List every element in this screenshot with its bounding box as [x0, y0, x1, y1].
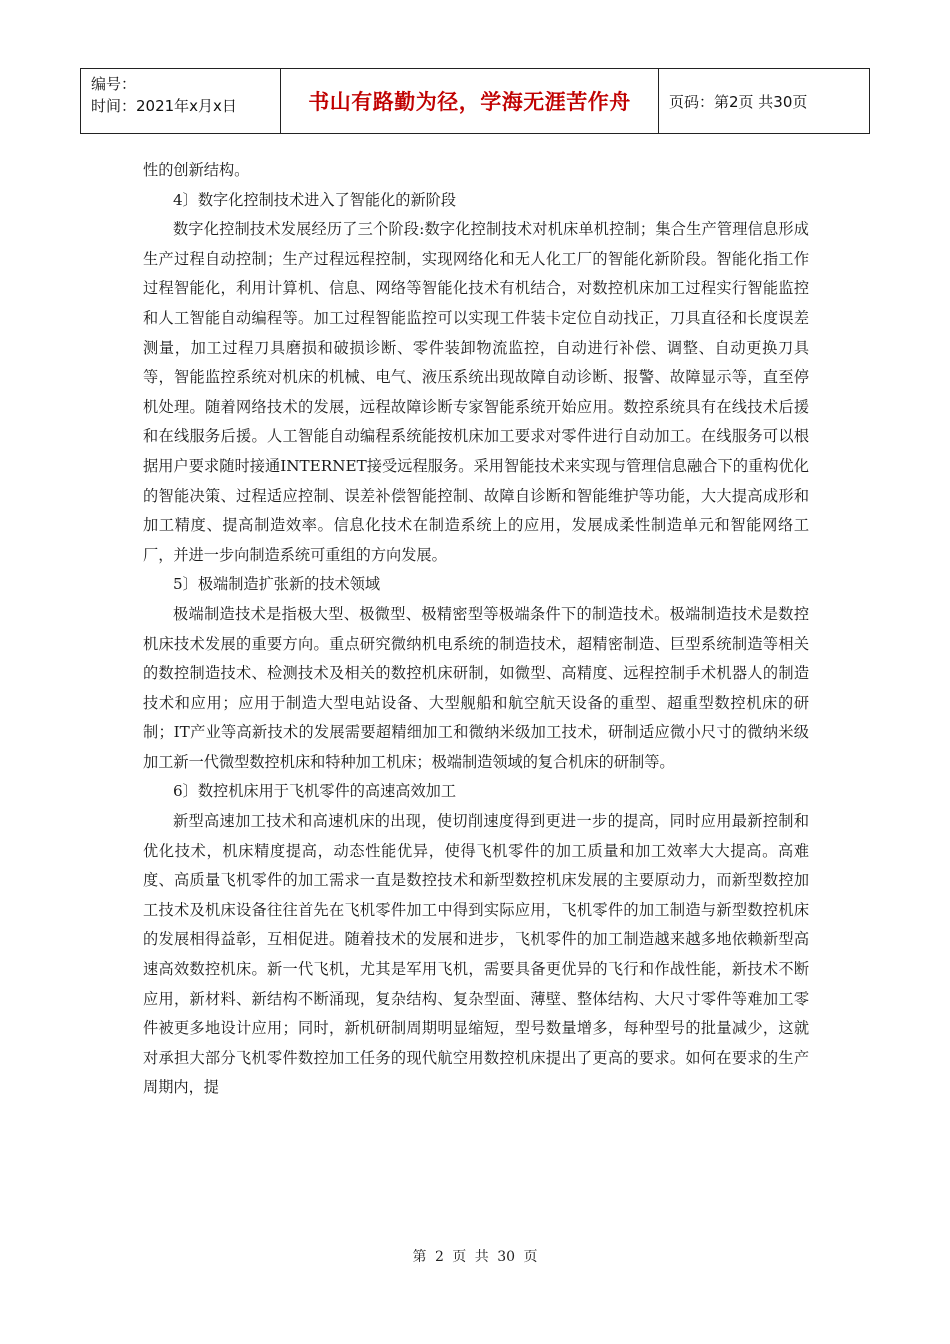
document-date: 时间：2021年x月x日: [91, 97, 237, 115]
section-heading-4: 4〕数字化控制技术进入了智能化的新阶段: [173, 190, 457, 209]
section-heading-5: 5〕极端制造扩张新的技术领域: [173, 575, 381, 594]
paragraph-digital-control: 数字化控制技术发展经历了三个阶段:数字化控制技术对机床单机控制；集合生产管理信息形成生产过程自动控制；生产过程远程控制，实现网络化和无人化工厂的智能化新阶段。智能化指工作过程智能化，利用计算机、信息、网络等智能化技术有机结合，对数控机床加工过程实行智能监控和人工智能自动编程等。加工过程智能监控可以实现工件装卡定位自动找正，刀具直径和长度误差测量，加工过程刀具磨损和破损诊断、零件装卸物流监控，自动进行补偿、调整、自动更换刀具等，智能监控系统对机床的机械、电气、液压系统出现故障自动诊断、报警、故障显示等，直至停机处理。随着网络技术的发展，远程故障诊断专家智能系统开始应用。数控系统具有在线技术后援和在线服务后援。人工智能自动编程系统能按机床加工要求对零件进行自动加工。在线服务可以根据用户要求随时接通INTERNET接受远程服务。采用智能技术来实现与管理信息融合下的重构优化的智能决策、过程适应控制、误差补偿智能控制、故障自诊断和智能维护等功能，大大提高成形和加工精度、提高制造效率。信息化技术在制造系统上的应用，发展成柔性制造单元和智能网络工厂，并进一步向制造系统可重组的方向发展。: [143, 220, 809, 564]
header-page-info: 页码：第2页 共30页: [669, 92, 808, 111]
header-meta-cell: [81, 69, 281, 133]
document-body: [143, 156, 809, 1103]
paragraph-extreme-manufacturing: 极端制造技术是指极大型、极微型、极精密型等极端条件下的制造技术。极端制造技术是数控机床技术发展的重要方向。重点研究微纳机电系统的制造技术，超精密制造、巨型系统制造等相关的数控制造技术、检测技术及相关的数控机床研制，如微型、高精度、远程控制手术机器人的制造技术和应用；应用于制造大型电站设备、大型舰船和航空航天设备的重型、超重型数控机床的研制；IT产业等高新技术的发展需要超精细加工和微纳米级加工技术，研制适应微小尺寸的微纳米级加工新一代微型数控机床和特种加工机床；极端制造领域的复合机床的研制等。: [143, 604, 809, 771]
header-motto: 书山有路勤为径，学海无涯苦作舟: [281, 69, 659, 133]
section-heading-6: 6〕数控机床用于飞机零件的高速高效加工: [173, 782, 457, 801]
paragraph-continuation: 性的创新结构。: [143, 161, 250, 179]
page-footer: 第 2 页 共 30 页: [412, 1249, 538, 1265]
paragraph-aircraft-machining: 新型高速加工技术和高速机床的出现，使切削速度得到更进一步的提高，同时应用最新控制和优化技术，机床精度提高，动态性能优异，使得飞机零件的加工质量和加工效率大大提高。高难度、高质量飞机零件的加工需求一直是数控技术和新型数控机床发展的主要原动力，而新型数控加工技术及机床设备往往首先在飞机零件加工中得到实际应用，飞机零件的加工制造与新型数控机床的发展相得益彰，互相促进。随着技术的发展和进步，飞机零件的加工制造越来越多地依赖新型高速高效数控机床。新一代飞机，尤其是军用飞机，需要具备更优异的飞行和作战性能，新技术不断应用，新材料、新结构不断涌现，复杂结构、复杂型面、薄壁、整体结构、大尺寸零件等难加工零件被更多地设计应用；同时，新机研制周期明显缩短，型号数量增多，每种型号的批量减少，这就对承担大部分飞机零件数控加工任务的现代航空用数控机床提出了更高的要求。如何在要求的生产周期内，提: [143, 812, 809, 1097]
document-number-label: 编号：: [91, 75, 137, 93]
document-header-table: [80, 68, 870, 134]
